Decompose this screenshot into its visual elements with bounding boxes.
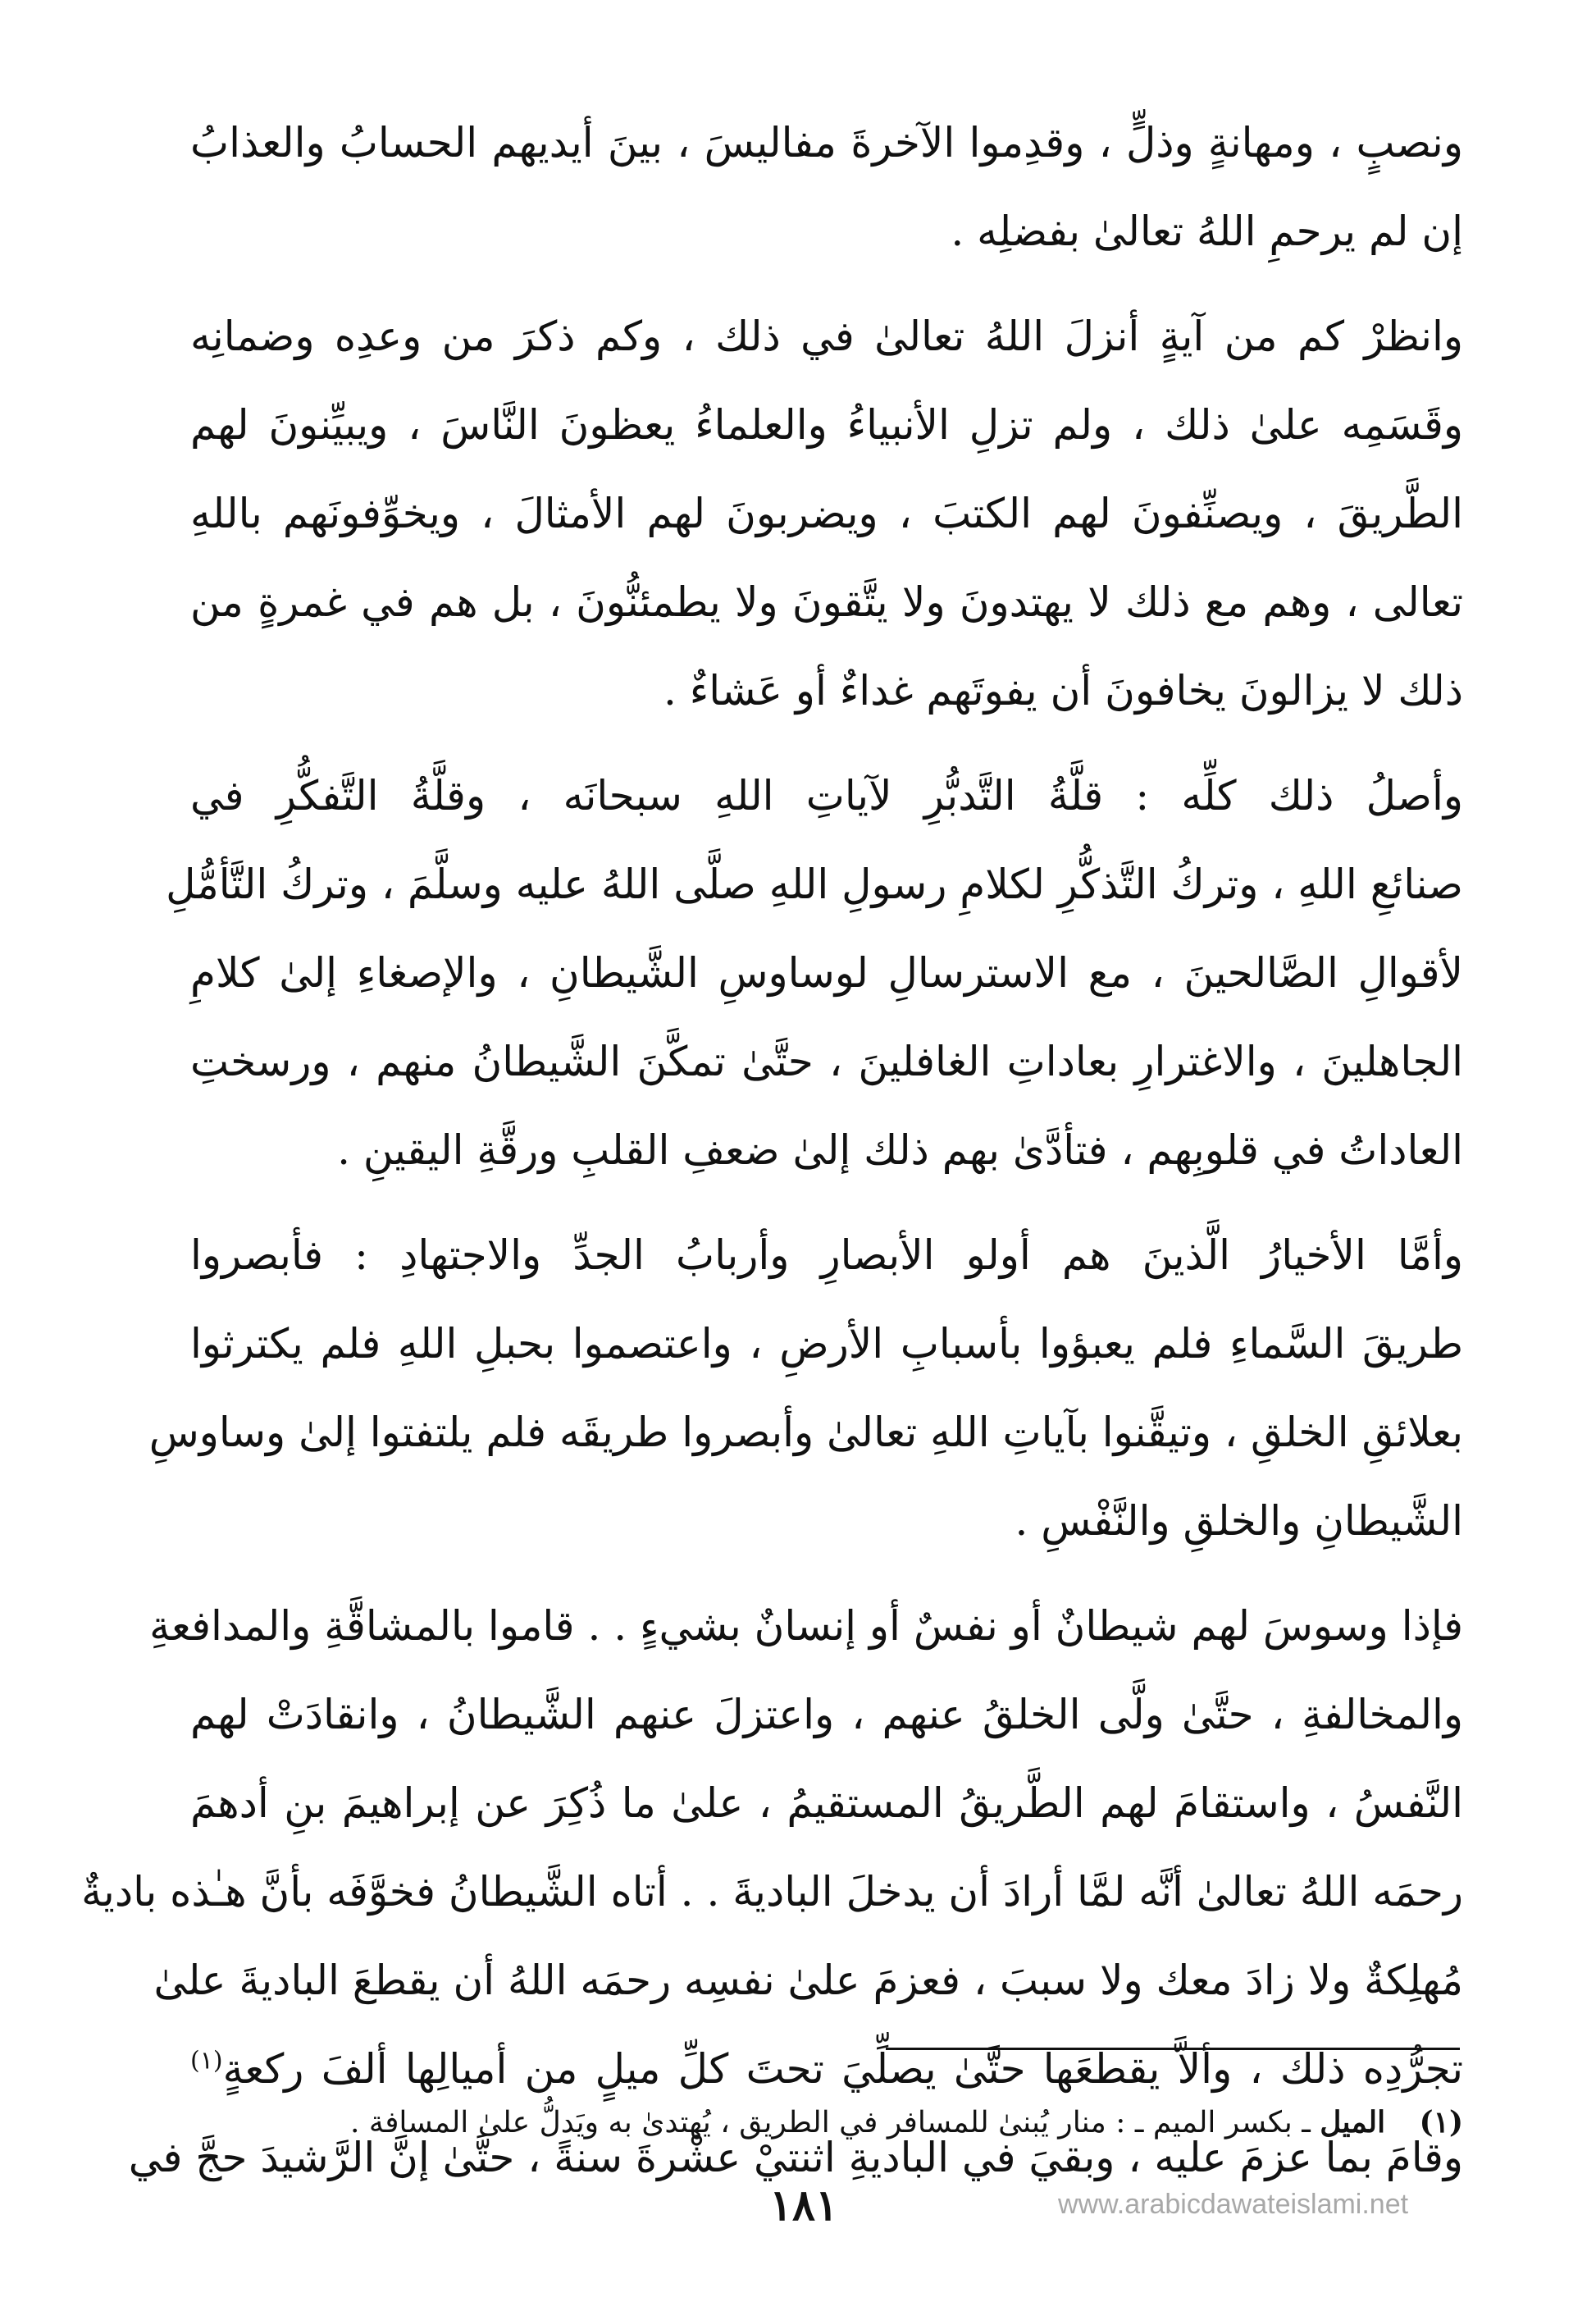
text-line: وأصلُ ذلك كلِّه : قلَّةُ التَّدبُّرِ لآياتِ اللهِ سبحانَه ، وقلَّةُ التَّفكُّرِ في [190,772,1463,820]
text-line: والمخالفةِ ، حتَّىٰ ولَّى الخلقُ عنهم ، واعتزلَ عنهم الشَّيطانُ ، وانقادَتْ لهم [190,1691,1463,1738]
text-line: رحمَه اللهُ تعالىٰ أنَّه لمَّا أرادَ أن يدخلَ الباديةَ . . أتاه الشَّيطانُ فخوَّفَه بأنَّ هـٰذه باديةٌ [81,1868,1463,1916]
footnote-term: الميل [1320,2105,1386,2139]
text-line: العاداتُ في قلوبِهم ، فتأدَّىٰ بهم ذلك إلىٰ ضعفِ القلبِ ورقَّةِ اليقينِ . [337,1126,1463,1174]
text-line: بعلائقِ الخلقِ ، وتيقَّنوا بآياتِ اللهِ تعالىٰ وأبصروا طريقَه فلم يلتفتوا إلىٰ وساوسِ [148,1409,1463,1456]
footnote-separator [886,2048,1460,2050]
text-line: طريقَ السَّماءِ فلم يعبؤوا بأسبابِ الأرضِ ، واعتصموا بحبلِ اللهِ فلم يكترثوا [190,1320,1463,1368]
text-line: وقَسَمِه علىٰ ذلك ، ولم تزلِ الأنبياءُ والعلماءُ يعظونَ النَّاسَ ، ويبيِّنونَ لهم [190,401,1463,449]
footnote-reference: (١) [190,2046,223,2076]
text-line: الجاهلينَ ، والاغترارِ بعاداتِ الغافلينَ ، حتَّىٰ تمكَّنَ الشَّيطانُ منهم ، ورسختِ [190,1038,1463,1085]
text-line: ونصبٍ ، ومهانةٍ وذلٍّ ، وقدِموا الآخرةَ مفاليسَ ، بينَ أيديهم الحسابُ والعذابُ [190,119,1463,167]
text-line-content: تجرُّدِه ذلك ، وألاَّ يقطعَها حتَّىٰ يصلِّيَ تحتَ كلِّ ميلٍ من أميالِها ألفَ ركعةٍ [222,2045,1463,2093]
text-line: الشَّيطانِ والخلقِ والنَّفْسِ . [1015,1497,1463,1545]
text-line: صنائعِ اللهِ ، وتركُ التَّذكُّرِ لكلامِ رسولِ اللهِ صلَّى اللهُ عليه وسلَّمَ ، وتركُ التَّأمُّلِ [166,861,1463,908]
footnote-text: ـ بكسر الميم ـ : منار يُبنىٰ للمسافر في الطريق ، يُهتدىٰ به ويَدلُّ علىٰ المسافة . [350,2106,1311,2139]
text-line: ذلك لا يزالونَ يخافونَ أن يفوتَهم غداءٌ أو عَشاءٌ . [663,667,1463,715]
text-line: مُهلِكةٌ ولا زادَ معك ولا سببَ ، فعزمَ علىٰ نفسِه رحمَه اللهُ أن يقطعَ الباديةَ علىٰ [153,1957,1463,2004]
text-line: الطَّريقَ ، ويصنِّفونَ لهم الكتبَ ، ويضربونَ لهم الأمثالَ ، ويخوِّفونَهم باللهِ [190,490,1463,537]
paragraph-3 [166,751,1463,1194]
page-body [81,98,1464,2218]
paragraph-4 [148,1211,1463,1565]
text-line: فإذا وسوسَ لهم شيطانٌ أو نفسٌ أو إنسانٌ بشيءٍ . . قاموا بالمشاقَّةِ والمدافعةِ [149,1602,1463,1650]
page-number: ١٨١ [769,2181,838,2231]
text-line: وانظرْ كم من آيةٍ أنزلَ اللهُ تعالىٰ في ذلك ، وكم ذكرَ من وعدِه وضمانِه [190,313,1463,360]
paragraph-1 [190,98,1463,276]
watermark-url: www.arabicdawateislami.net [1058,2189,1409,2220]
text-line: وأمَّا الأخيارُ الَّذينَ هم أولو الأبصارِ وأربابُ الجدِّ والاجتهادِ : فأبصروا [190,1231,1463,1279]
footnote [190,2102,1463,2144]
text-line: وقامَ بما عزمَ عليه ، وبقيَ في الباديةِ اثنتيْ عشْرةَ سنةً ، حتَّىٰ إنَّ الرَّشيدَ حجَّ في [128,2134,1463,2181]
text-line: النَّفسُ ، واستقامَ لهم الطَّريقُ المستقيمُ ، علىٰ ما ذُكِرَ عن إبراهيمَ بنِ أدهمَ [190,1779,1464,1827]
paragraph-2 [190,292,1463,735]
text-line-with-footnote-ref [190,2025,1463,2113]
text-line: تعالى ، وهم مع ذلك لا يهتدونَ ولا يتَّقونَ ولا يطمئنُّونَ ، بل هم في غمرةٍ من [190,578,1463,626]
text-line: لأقوالِ الصَّالحينَ ، مع الاسترسالِ لوساوسِ الشَّيطانِ ، والإصغاءِ إلىٰ كلامِ [190,949,1463,997]
footnote-marker: (١) [1419,2105,1463,2139]
text-line: إن لم يرحمِ اللهُ تعالىٰ بفضلِه . [951,208,1463,255]
